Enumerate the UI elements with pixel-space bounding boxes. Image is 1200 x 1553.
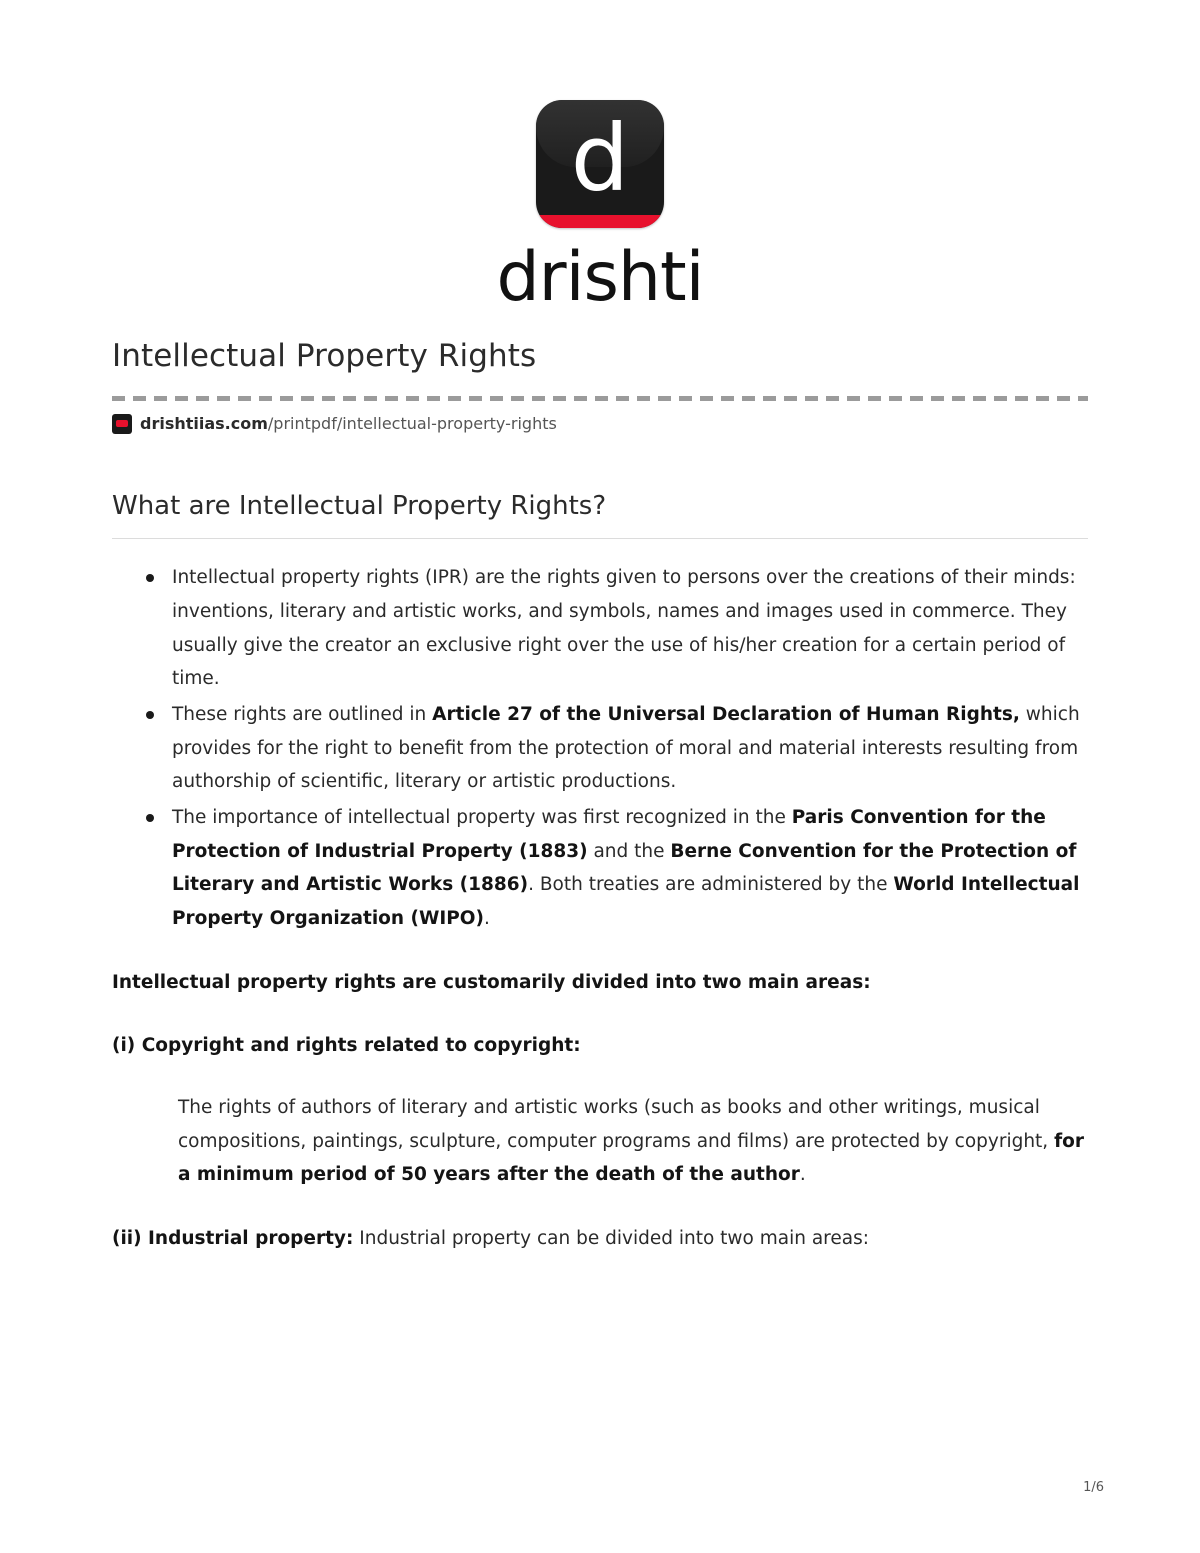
section-divider (112, 538, 1088, 539)
title-divider (112, 396, 1088, 401)
emphasis-text: (ii) Industrial property: (112, 1227, 354, 1249)
emphasis-text: Article 27 of the Universal Declaration of Human Rights, (432, 704, 1020, 726)
emphasis-text: World Intellectual Property Organization (WIPO) (172, 874, 1080, 930)
body-text: and the (587, 840, 671, 862)
emphasis-text: for a minimum period of 50 years after the death of the author (178, 1130, 1084, 1186)
paragraph-area (112, 966, 1088, 1256)
list-item (172, 561, 1088, 696)
body-text: . (799, 1164, 806, 1186)
paragraph (112, 966, 1088, 1000)
body-text: Industrial property can be divided into two main areas: (353, 1227, 869, 1249)
bullet-list (112, 561, 1088, 935)
brand-logo (112, 0, 1088, 317)
drishti-logo-icon (536, 100, 664, 228)
logo-accent-bar (536, 215, 664, 228)
body-text: . Both treaties are administered by the (528, 874, 894, 896)
body-text: Intellectual property rights (IPR) are the rights given to persons over the creations of their minds: inventions, literary and artistic works, and symbols, names and images used in commerce. They usually give the creator an exclusive right over the use of his/her creation for a certain period of time. (172, 567, 1076, 690)
list-item (172, 801, 1088, 936)
emphasis-text: Paris Convention for the Protection of Industrial Property (1883) (172, 807, 1046, 862)
body-text: These rights are outlined in (172, 704, 433, 726)
paragraph (112, 1029, 1088, 1063)
paragraph (112, 1222, 1088, 1256)
body-text: The importance of intellectual property was first recognized in the (172, 807, 792, 829)
logo-letter: d (570, 105, 630, 212)
section-heading: What are Intellectual Property Rights? (112, 490, 607, 521)
source-domain: drishtiias.com (140, 414, 268, 434)
site-favicon-icon (112, 414, 132, 434)
list-item (172, 698, 1088, 799)
body-text: The rights of authors of literary and artistic works (such as books and other writings, musical compositions, paintings, sculpture, computer programs and films) are protected by copyright, (178, 1096, 1055, 1152)
emphasis-text: Intellectual property rights are customarily divided into two main areas: (112, 971, 871, 993)
source-url (112, 414, 1088, 434)
body-text: . (483, 908, 490, 930)
page-number: 1/6 (1083, 1480, 1104, 1495)
page-title: Intellectual Property Rights (112, 338, 537, 374)
brand-wordmark: drishti (496, 238, 704, 317)
page-content (112, 0, 1088, 1256)
emphasis-text: Berne Convention for the Protection of Literary and Artistic Works (1886) (172, 840, 1077, 896)
body-text: which provides for the right to benefit from the protection of moral and material interests resulting from authorship of scientific, literary or artistic productions. (172, 704, 1080, 793)
emphasis-text: (i) Copyright and rights related to copyright: (112, 1035, 581, 1057)
paragraph (178, 1091, 1088, 1192)
source-path: /printpdf/intellectual-property-rights (267, 414, 557, 434)
